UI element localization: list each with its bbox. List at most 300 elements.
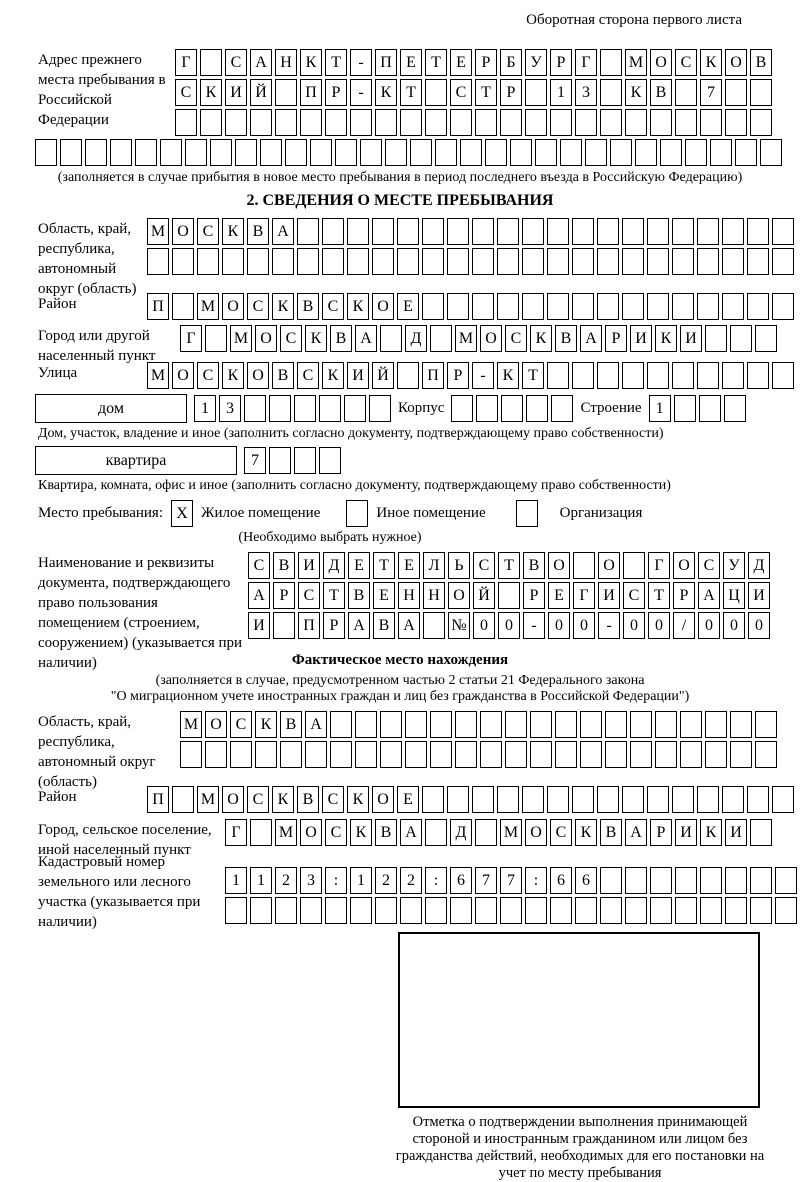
char-box[interactable]: К [300, 49, 322, 76]
char-box[interactable]: А [580, 325, 602, 352]
char-box[interactable] [400, 109, 422, 136]
char-box[interactable] [747, 786, 769, 813]
char-box[interactable] [310, 139, 332, 166]
char-box[interactable] [547, 218, 569, 245]
char-box[interactable]: О [300, 819, 322, 846]
char-box[interactable] [772, 218, 794, 245]
char-box[interactable]: Т [475, 79, 497, 106]
char-box[interactable] [505, 741, 527, 768]
char-box[interactable] [210, 139, 232, 166]
char-box[interactable] [750, 109, 772, 136]
char-box[interactable] [700, 109, 722, 136]
char-box[interactable] [425, 79, 447, 106]
char-box[interactable] [475, 819, 497, 846]
char-box[interactable] [422, 786, 444, 813]
char-box[interactable]: С [248, 552, 270, 579]
char-box[interactable] [222, 248, 244, 275]
char-box[interactable] [630, 711, 652, 738]
char-box[interactable]: К [347, 786, 369, 813]
char-box[interactable] [455, 711, 477, 738]
char-box[interactable]: О [172, 362, 194, 389]
char-box[interactable] [672, 786, 694, 813]
char-box[interactable] [497, 293, 519, 320]
char-box[interactable] [650, 109, 672, 136]
char-box[interactable] [250, 819, 272, 846]
char-box[interactable] [85, 139, 107, 166]
char-box[interactable] [255, 741, 277, 768]
char-box[interactable] [522, 293, 544, 320]
char-box[interactable] [172, 786, 194, 813]
char-box[interactable]: К [655, 325, 677, 352]
char-box[interactable]: С [230, 711, 252, 738]
char-box[interactable] [575, 897, 597, 924]
char-box[interactable] [269, 395, 291, 422]
char-box[interactable] [675, 867, 697, 894]
char-box[interactable]: Б [500, 49, 522, 76]
char-box[interactable]: Р [673, 582, 695, 609]
char-box[interactable] [560, 139, 582, 166]
char-box[interactable]: С [473, 552, 495, 579]
char-box[interactable]: С [675, 49, 697, 76]
char-box[interactable] [335, 139, 357, 166]
char-box[interactable] [485, 139, 507, 166]
char-box[interactable]: К [222, 218, 244, 245]
char-box[interactable]: В [297, 786, 319, 813]
char-box[interactable]: А [305, 711, 327, 738]
char-box[interactable] [360, 139, 382, 166]
char-box[interactable] [635, 139, 657, 166]
char-box[interactable]: 1 [649, 395, 671, 422]
char-box[interactable] [755, 325, 777, 352]
char-box[interactable] [625, 867, 647, 894]
char-box[interactable]: В [523, 552, 545, 579]
char-box[interactable]: Л [423, 552, 445, 579]
stay-option-other-checkbox[interactable] [346, 500, 368, 527]
char-box[interactable] [205, 325, 227, 352]
char-box[interactable] [705, 325, 727, 352]
char-box[interactable] [450, 897, 472, 924]
char-box[interactable] [580, 711, 602, 738]
char-box[interactable]: 0 [698, 612, 720, 639]
char-box[interactable]: К [575, 819, 597, 846]
char-box[interactable] [285, 139, 307, 166]
char-box[interactable]: Р [605, 325, 627, 352]
char-box[interactable]: И [225, 79, 247, 106]
char-box[interactable] [205, 741, 227, 768]
char-box[interactable]: А [398, 612, 420, 639]
char-box[interactable] [623, 552, 645, 579]
char-box[interactable] [605, 711, 627, 738]
char-box[interactable]: Р [447, 362, 469, 389]
char-box[interactable] [600, 109, 622, 136]
char-box[interactable] [135, 139, 157, 166]
char-box[interactable]: О [247, 362, 269, 389]
char-box[interactable] [430, 711, 452, 738]
char-box[interactable] [675, 897, 697, 924]
char-box[interactable] [422, 218, 444, 245]
char-box[interactable] [647, 218, 669, 245]
char-box[interactable] [622, 786, 644, 813]
char-box[interactable]: С [623, 582, 645, 609]
char-box[interactable]: С [698, 552, 720, 579]
char-box[interactable]: 0 [473, 612, 495, 639]
char-box[interactable]: О [205, 711, 227, 738]
char-box[interactable]: О [372, 293, 394, 320]
char-box[interactable]: 7 [244, 447, 266, 474]
char-box[interactable] [622, 293, 644, 320]
char-box[interactable]: И [598, 582, 620, 609]
char-box[interactable] [300, 109, 322, 136]
char-box[interactable] [250, 109, 272, 136]
char-box[interactable] [272, 248, 294, 275]
char-box[interactable] [572, 248, 594, 275]
char-box[interactable] [472, 248, 494, 275]
char-box[interactable]: П [375, 49, 397, 76]
char-box[interactable] [172, 293, 194, 320]
char-box[interactable] [410, 139, 432, 166]
char-box[interactable]: В [280, 711, 302, 738]
char-box[interactable] [675, 79, 697, 106]
char-box[interactable] [597, 293, 619, 320]
char-box[interactable]: А [400, 819, 422, 846]
char-box[interactable] [725, 109, 747, 136]
char-box[interactable]: К [375, 79, 397, 106]
char-box[interactable] [110, 139, 132, 166]
char-box[interactable]: С [247, 786, 269, 813]
char-box[interactable] [447, 293, 469, 320]
char-box[interactable] [423, 612, 445, 639]
char-box[interactable]: С [225, 49, 247, 76]
char-box[interactable] [380, 711, 402, 738]
char-box[interactable] [147, 248, 169, 275]
char-box[interactable] [755, 711, 777, 738]
char-box[interactable]: А [355, 325, 377, 352]
char-box[interactable]: К [347, 293, 369, 320]
char-box[interactable] [772, 248, 794, 275]
char-box[interactable]: А [348, 612, 370, 639]
char-box[interactable]: Т [425, 49, 447, 76]
char-box[interactable] [597, 362, 619, 389]
char-box[interactable]: С [175, 79, 197, 106]
char-box[interactable]: А [248, 582, 270, 609]
char-box[interactable]: П [298, 612, 320, 639]
char-box[interactable] [505, 711, 527, 738]
char-box[interactable] [322, 218, 344, 245]
char-box[interactable] [344, 395, 366, 422]
char-box[interactable] [472, 218, 494, 245]
char-box[interactable]: Н [398, 582, 420, 609]
char-box[interactable] [699, 395, 721, 422]
char-box[interactable] [572, 362, 594, 389]
char-box[interactable] [730, 325, 752, 352]
char-box[interactable]: 0 [623, 612, 645, 639]
stay-option-residential-checkbox[interactable]: X [171, 500, 193, 527]
char-box[interactable]: 0 [748, 612, 770, 639]
char-box[interactable]: М [455, 325, 477, 352]
char-box[interactable] [605, 741, 627, 768]
char-box[interactable]: О [448, 582, 470, 609]
char-box[interactable]: Р [523, 582, 545, 609]
char-box[interactable] [300, 897, 322, 924]
char-box[interactable] [160, 139, 182, 166]
char-box[interactable] [547, 362, 569, 389]
char-box[interactable]: И [725, 819, 747, 846]
char-box[interactable] [530, 711, 552, 738]
char-box[interactable] [369, 395, 391, 422]
char-box[interactable] [625, 897, 647, 924]
char-box[interactable]: Й [372, 362, 394, 389]
char-box[interactable] [750, 867, 772, 894]
char-box[interactable]: И [748, 582, 770, 609]
char-box[interactable]: О [725, 49, 747, 76]
char-box[interactable] [501, 395, 523, 422]
char-box[interactable]: С [450, 79, 472, 106]
char-box[interactable]: Н [275, 49, 297, 76]
char-box[interactable]: П [300, 79, 322, 106]
char-box[interactable]: С [247, 293, 269, 320]
char-box[interactable] [175, 109, 197, 136]
char-box[interactable]: Р [500, 79, 522, 106]
char-box[interactable]: Т [400, 79, 422, 106]
char-box[interactable] [497, 786, 519, 813]
char-box[interactable]: У [525, 49, 547, 76]
char-box[interactable] [372, 218, 394, 245]
char-box[interactable] [200, 109, 222, 136]
char-box[interactable] [319, 395, 341, 422]
char-box[interactable] [697, 293, 719, 320]
char-box[interactable] [380, 741, 402, 768]
char-box[interactable]: А [272, 218, 294, 245]
char-box[interactable]: О [548, 552, 570, 579]
char-box[interactable] [430, 741, 452, 768]
char-box[interactable]: К [272, 293, 294, 320]
char-box[interactable]: 7 [475, 867, 497, 894]
char-box[interactable]: М [625, 49, 647, 76]
char-box[interactable]: Д [323, 552, 345, 579]
char-box[interactable] [475, 109, 497, 136]
char-box[interactable]: В [297, 293, 319, 320]
char-box[interactable] [680, 741, 702, 768]
char-box[interactable]: 7 [500, 867, 522, 894]
char-box[interactable]: Г [573, 582, 595, 609]
char-box[interactable] [630, 741, 652, 768]
char-box[interactable] [551, 395, 573, 422]
char-box[interactable]: : [325, 867, 347, 894]
char-box[interactable] [472, 786, 494, 813]
char-box[interactable] [447, 218, 469, 245]
char-box[interactable] [647, 786, 669, 813]
char-box[interactable]: И [675, 819, 697, 846]
char-box[interactable] [597, 786, 619, 813]
char-box[interactable]: С [325, 819, 347, 846]
char-box[interactable] [755, 741, 777, 768]
char-box[interactable]: Е [548, 582, 570, 609]
char-box[interactable] [772, 293, 794, 320]
char-box[interactable]: Е [398, 552, 420, 579]
char-box[interactable]: Г [648, 552, 670, 579]
char-box[interactable] [250, 897, 272, 924]
char-box[interactable]: О [650, 49, 672, 76]
char-box[interactable]: М [180, 711, 202, 738]
char-box[interactable]: 3 [300, 867, 322, 894]
char-box[interactable] [610, 139, 632, 166]
char-box[interactable]: И [298, 552, 320, 579]
char-box[interactable]: 2 [400, 867, 422, 894]
char-box[interactable] [269, 447, 291, 474]
char-box[interactable] [555, 711, 577, 738]
char-box[interactable] [600, 79, 622, 106]
char-box[interactable]: - [350, 49, 372, 76]
char-box[interactable] [530, 741, 552, 768]
char-box[interactable] [647, 248, 669, 275]
char-box[interactable] [547, 293, 569, 320]
char-box[interactable]: С [197, 218, 219, 245]
char-box[interactable] [685, 139, 707, 166]
char-box[interactable]: В [650, 79, 672, 106]
char-box[interactable]: Р [475, 49, 497, 76]
char-box[interactable]: Р [325, 79, 347, 106]
char-box[interactable] [622, 218, 644, 245]
char-box[interactable] [697, 362, 719, 389]
char-box[interactable] [555, 741, 577, 768]
char-box[interactable] [405, 741, 427, 768]
char-box[interactable] [710, 139, 732, 166]
char-box[interactable]: 0 [573, 612, 595, 639]
char-box[interactable]: - [598, 612, 620, 639]
char-box[interactable] [622, 362, 644, 389]
char-box[interactable] [380, 325, 402, 352]
char-box[interactable] [425, 109, 447, 136]
char-box[interactable] [672, 362, 694, 389]
char-box[interactable] [672, 293, 694, 320]
char-box[interactable]: Р [550, 49, 572, 76]
char-box[interactable]: О [255, 325, 277, 352]
char-box[interactable]: В [375, 819, 397, 846]
char-box[interactable] [655, 741, 677, 768]
char-box[interactable]: М [500, 819, 522, 846]
char-box[interactable] [372, 248, 394, 275]
char-box[interactable] [405, 711, 427, 738]
char-box[interactable] [772, 786, 794, 813]
char-box[interactable] [680, 711, 702, 738]
char-box[interactable]: С [297, 362, 319, 389]
char-box[interactable] [697, 218, 719, 245]
char-box[interactable] [500, 109, 522, 136]
char-box[interactable] [447, 248, 469, 275]
char-box[interactable] [600, 867, 622, 894]
char-box[interactable] [573, 552, 595, 579]
char-box[interactable] [375, 897, 397, 924]
char-box[interactable]: С [280, 325, 302, 352]
char-box[interactable]: 6 [450, 867, 472, 894]
char-box[interactable]: К [625, 79, 647, 106]
char-box[interactable]: 2 [275, 867, 297, 894]
char-box[interactable] [522, 218, 544, 245]
char-box[interactable]: Т [325, 49, 347, 76]
char-box[interactable]: - [472, 362, 494, 389]
char-box[interactable] [275, 897, 297, 924]
char-box[interactable] [397, 248, 419, 275]
char-box[interactable]: К [255, 711, 277, 738]
char-box[interactable]: 1 [225, 867, 247, 894]
char-box[interactable]: С [550, 819, 572, 846]
char-box[interactable]: К [272, 786, 294, 813]
char-box[interactable]: Т [522, 362, 544, 389]
char-box[interactable] [575, 109, 597, 136]
char-box[interactable]: Е [450, 49, 472, 76]
char-box[interactable]: О [480, 325, 502, 352]
char-box[interactable]: : [525, 867, 547, 894]
char-box[interactable] [722, 786, 744, 813]
char-box[interactable] [35, 139, 57, 166]
char-box[interactable] [600, 49, 622, 76]
char-box[interactable] [547, 786, 569, 813]
char-box[interactable] [647, 293, 669, 320]
char-box[interactable]: К [700, 49, 722, 76]
char-box[interactable] [725, 867, 747, 894]
char-box[interactable]: П [147, 786, 169, 813]
char-box[interactable]: О [525, 819, 547, 846]
char-box[interactable]: К [322, 362, 344, 389]
char-box[interactable] [397, 218, 419, 245]
char-box[interactable]: К [497, 362, 519, 389]
char-box[interactable] [435, 139, 457, 166]
char-box[interactable]: Д [450, 819, 472, 846]
char-box[interactable]: Г [225, 819, 247, 846]
char-box[interactable]: Й [473, 582, 495, 609]
char-box[interactable] [525, 109, 547, 136]
char-box[interactable]: Р [273, 582, 295, 609]
char-box[interactable]: Е [397, 786, 419, 813]
char-box[interactable] [294, 447, 316, 474]
char-box[interactable]: Г [575, 49, 597, 76]
char-box[interactable] [600, 897, 622, 924]
char-box[interactable] [455, 741, 477, 768]
char-box[interactable] [572, 786, 594, 813]
char-box[interactable] [422, 293, 444, 320]
char-box[interactable]: С [197, 362, 219, 389]
char-box[interactable] [722, 293, 744, 320]
char-box[interactable] [60, 139, 82, 166]
char-box[interactable]: П [147, 293, 169, 320]
char-box[interactable] [230, 741, 252, 768]
char-box[interactable] [460, 139, 482, 166]
char-box[interactable]: В [272, 362, 294, 389]
char-box[interactable]: М [197, 786, 219, 813]
char-box[interactable]: М [275, 819, 297, 846]
char-box[interactable] [625, 109, 647, 136]
char-box[interactable]: О [172, 218, 194, 245]
char-box[interactable] [730, 741, 752, 768]
char-box[interactable] [422, 248, 444, 275]
char-box[interactable] [697, 248, 719, 275]
char-box[interactable]: О [598, 552, 620, 579]
char-box[interactable]: 0 [548, 612, 570, 639]
char-box[interactable] [235, 139, 257, 166]
char-box[interactable] [330, 741, 352, 768]
char-box[interactable]: - [350, 79, 372, 106]
char-box[interactable]: : [425, 867, 447, 894]
char-box[interactable]: Т [323, 582, 345, 609]
char-box[interactable] [547, 248, 569, 275]
char-box[interactable] [325, 897, 347, 924]
char-box[interactable] [700, 897, 722, 924]
char-box[interactable] [747, 293, 769, 320]
char-box[interactable]: О [222, 786, 244, 813]
char-box[interactable]: В [348, 582, 370, 609]
char-box[interactable]: 0 [648, 612, 670, 639]
char-box[interactable]: И [248, 612, 270, 639]
